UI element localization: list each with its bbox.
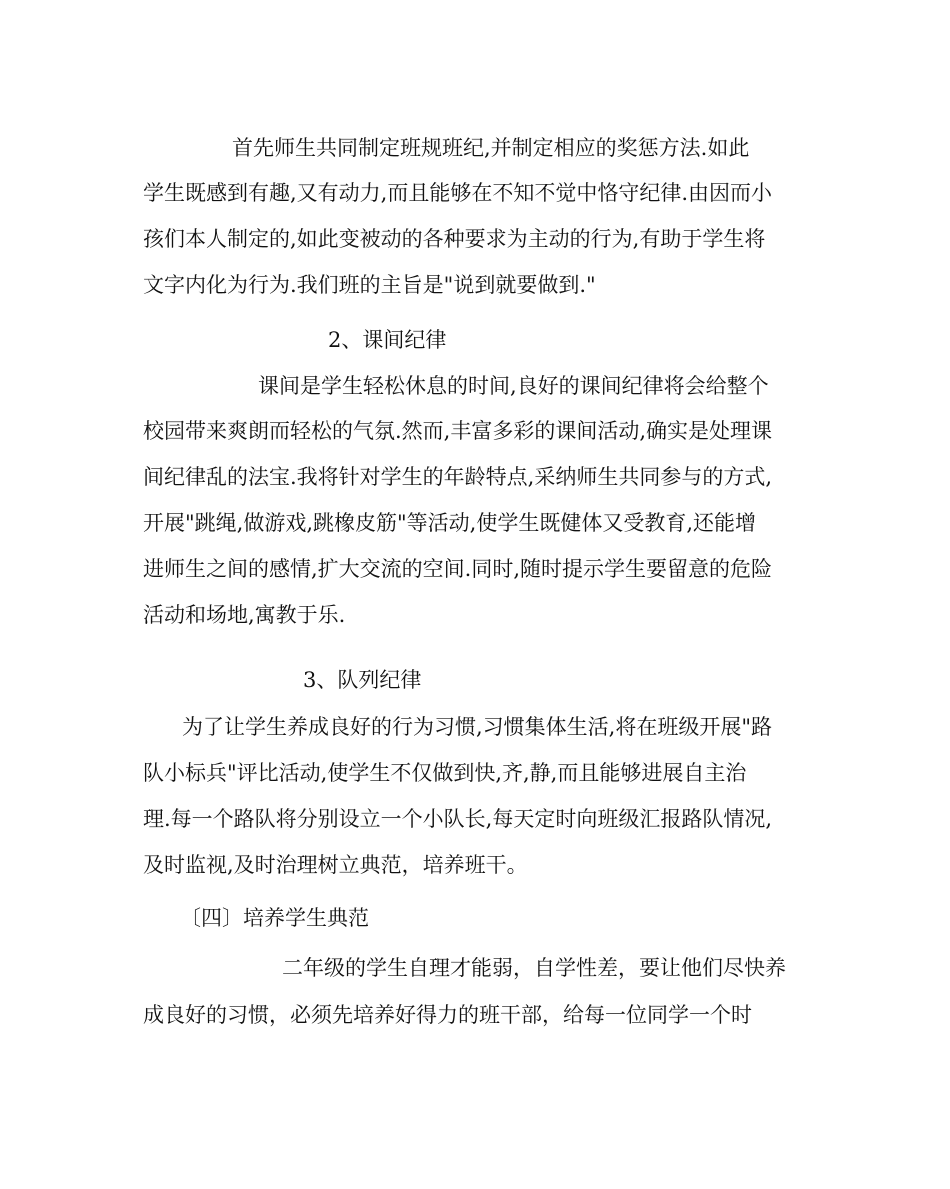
section-heading-4: 〔四〕培养学生典范 [180, 906, 369, 930]
paragraph-4-line-1: 二年级的学生自理才能弱，自学性差，要让他们尽快养 [282, 956, 786, 980]
section-heading-2: 2、课间纪律 [328, 328, 447, 352]
paragraph-3-line-3: 理.每一个路队将分别设立一个小队长,每天定时向班级汇报路队情况, [143, 807, 773, 831]
paragraph-3-line-2: 队小标兵"评比活动,使学生不仅做到快,齐,静,而且能够进展自主治 [143, 761, 747, 785]
paragraph-1-line-4: 文字内化为行为.我们班的主旨是"说到就要做到." [143, 273, 596, 297]
paragraph-1-line-2: 学生既感到有趣,又有动力,而且能够在不知不觉中恪守纪律.由因而小 [143, 181, 773, 205]
paragraph-1-line-1: 首先师生共同制定班规班纪,并制定相应的奖惩方法.如此 [232, 136, 750, 160]
section-heading-3: 3、队列纪律 [303, 668, 422, 692]
paragraph-3-line-1: 为了让学生养成良好的行为习惯,习惯集体生活,将在班级开展"路 [182, 715, 773, 739]
paragraph-4-line-2: 成良好的习惯，必须先培养好得力的班干部，给每一位同学一个时 [143, 1003, 752, 1027]
paragraph-2-line-6: 活动和场地,寓教于乐. [143, 603, 346, 627]
paragraph-3-line-4: 及时监视,及时治理树立典范，培养班干。 [143, 853, 528, 877]
paragraph-2-line-2: 校园带来爽朗而轻松的气氛.然而,丰富多彩的课间活动,确实是处理课 [143, 419, 773, 443]
paragraph-2-line-5: 进师生之间的感情,扩大交流的空间.同时,随时提示学生要留意的危险 [143, 557, 773, 581]
paragraph-1-line-3: 孩们本人制定的,如此变被动的各种要求为主动的行为,有助于学生将 [143, 227, 766, 251]
paragraph-2-line-4: 开展"跳绳,做游戏,跳橡皮筋"等活动,使学生既健体又受教育,还能增 [143, 511, 757, 535]
paragraph-2-line-1: 课间是学生轻松休息的时间,良好的课间纪律将会给整个 [258, 374, 769, 398]
paragraph-2-line-3: 间纪律乱的法宝.我将针对学生的年龄特点,采纳师生共同参与的方式, [143, 465, 773, 489]
